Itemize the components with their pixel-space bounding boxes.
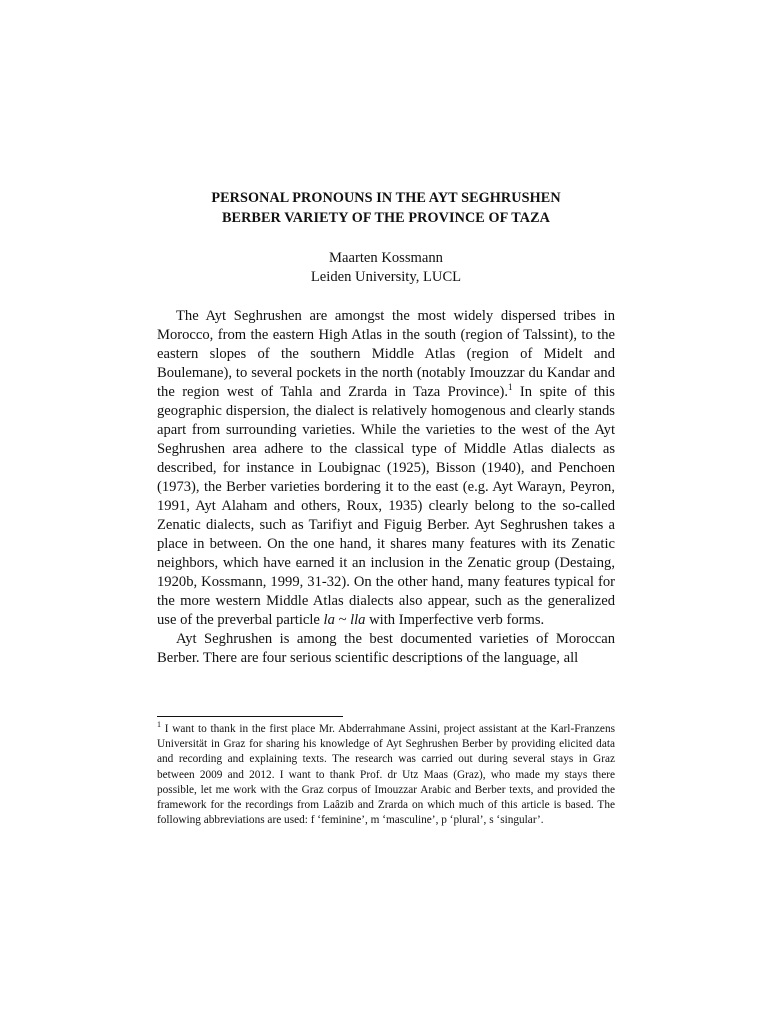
paragraph-1-text-c: with Imperfective verb forms. [365, 612, 545, 628]
page-content [157, 188, 615, 668]
particle-term: la ~ lla [323, 612, 366, 628]
author-name: Maarten Kossmann [329, 250, 443, 266]
title-line-1: PERSONAL PRONOUNS IN THE AYT SEGHRUSHEN [211, 190, 561, 206]
author-block [157, 249, 615, 287]
title-line-2: BERBER VARIETY OF THE PROVINCE OF TAZA [221, 210, 551, 226]
article-title [157, 188, 615, 228]
footnote-1 [157, 722, 615, 828]
footnote-divider [157, 716, 343, 717]
footnote-text: I want to thank in the first place Mr. Abderrahmane Assini, project assistant at the Karl-Franzens Universität in Graz for sharing his knowledge of Ayt Seghrushen Berber by providing elicited data and recording and explaining texts. The research was carried out during several stays in Graz between 2009 and 2012. I want to thank Prof. dr Utz Maas (Graz), who made my stays there possible, let me work with the Graz corpus of Imouzzar Arabic and Berber texts, and provided the framework for the recordings from Laâzib and Zrarda on which much of this article is based. The following abbreviations are used: f ‘feminine’, m ‘masculine’, p ‘plural’, s ‘singular’. [157, 723, 615, 827]
paragraph-1 [157, 307, 615, 630]
paragraph-1-text-a: The Ayt Seghrushen are amongst the most widely dispersed tribes in Morocco, from the eastern High Atlas in the south (region of Talssint), to the eastern slopes of the southern Middle Atlas (region of Midelt and Boulemane), to several pockets in the north (notably Imouzzar du Kandar and the region west of Tahla and Zrarda in Taza Province). [157, 308, 615, 400]
footnote-number: 1 [157, 720, 161, 729]
footnote-reference[interactable]: 1 [508, 382, 513, 392]
body-text [157, 307, 615, 668]
author-affiliation: Leiden University, LUCL [310, 269, 462, 285]
paragraph-1-text-b: In spite of this geographic dispersion, the dialect is relatively homogenous and clearly stands apart from surrounding varieties. While the varieties to the west of the Ayt Seghrushen area adhere to the classical type of Middle Atlas dialects as described, for instance in Loubignac (1925), Bisson (1940), and Penchoen (1973), the Berber varieties bordering it to the east (e.g. Ayt Warayn, Peyron, 1991, Ayt Alaham and others, Roux, 1935) clearly belong to the so-called Zenatic dialects, such as Tarifiyt and Figuig Berber. Ayt Seghrushen takes a place in between. On the one hand, it shares many features with its Zenatic neighbors, which have earned it an inclusion in the Zenatic group (Destaing, 1920b, Kossmann, 1999, 31-32). On the other hand, many features typical for the more western Middle Atlas dialects also appear, such as the generalized use of the preverbal particle [157, 384, 615, 628]
paragraph-2: Ayt Seghrushen is among the best documented varieties of Moroccan Berber. There are four serious scientific descriptions of the language, all [157, 631, 615, 666]
